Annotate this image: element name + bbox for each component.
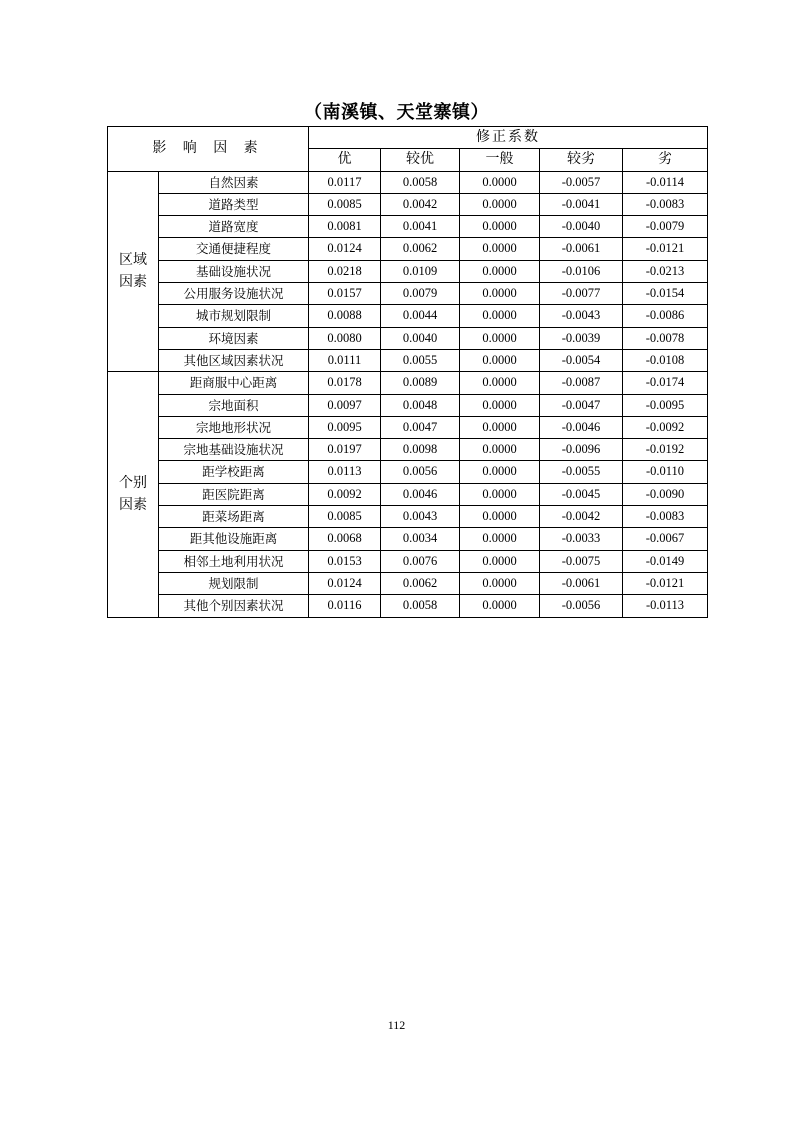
group-label-line: 因素	[119, 497, 147, 514]
coefficient-value: -0.0096	[540, 439, 623, 461]
coefficient-value: 0.0089	[381, 372, 460, 394]
coefficient-value: 0.0043	[381, 506, 460, 528]
factor-name: 宗地基础设施状况	[159, 439, 309, 461]
header-factor: 影 响 因 素	[108, 127, 309, 172]
coefficient-value: -0.0079	[623, 216, 708, 238]
coefficient-value: -0.0113	[623, 595, 708, 617]
factor-name: 距其他设施距离	[159, 528, 309, 550]
coefficient-value: -0.0055	[540, 461, 623, 483]
coefficient-value: 0.0109	[381, 260, 460, 282]
coefficient-value: 0.0088	[309, 305, 381, 327]
coefficient-value: 0.0113	[309, 461, 381, 483]
coefficient-value: 0.0124	[309, 238, 381, 260]
table-row	[108, 595, 708, 617]
coefficient-value: -0.0061	[540, 238, 623, 260]
coefficient-value: -0.0046	[540, 416, 623, 438]
coefficient-value: 0.0046	[381, 483, 460, 505]
factor-name: 环境因素	[159, 327, 309, 349]
coefficient-value: 0.0000	[460, 416, 540, 438]
table-row	[108, 349, 708, 371]
coefficient-value: -0.0092	[623, 416, 708, 438]
coefficient-value: -0.0077	[540, 283, 623, 305]
coefficient-value: -0.0154	[623, 283, 708, 305]
coefficient-value: -0.0078	[623, 327, 708, 349]
factor-name: 距菜场距离	[159, 506, 309, 528]
table-row	[108, 305, 708, 327]
coefficient-value: 0.0068	[309, 528, 381, 550]
coefficient-value: -0.0174	[623, 372, 708, 394]
factor-name: 公用服务设施状况	[159, 283, 309, 305]
coefficient-value: 0.0034	[381, 528, 460, 550]
table-row	[108, 416, 708, 438]
coefficient-value: 0.0000	[460, 483, 540, 505]
coefficient-value: 0.0058	[381, 595, 460, 617]
coefficient-value: -0.0057	[540, 171, 623, 193]
coefficient-value: -0.0192	[623, 439, 708, 461]
table-row	[108, 461, 708, 483]
factor-name: 城市规划限制	[159, 305, 309, 327]
table-row	[108, 550, 708, 572]
coefficient-value: 0.0055	[381, 349, 460, 371]
table-row	[108, 439, 708, 461]
factor-name: 宗地面积	[159, 394, 309, 416]
coefficient-value: 0.0000	[460, 216, 540, 238]
coefficient-value: 0.0157	[309, 283, 381, 305]
group-label	[108, 171, 159, 372]
coefficient-value: 0.0000	[460, 528, 540, 550]
coefficient-value: 0.0097	[309, 394, 381, 416]
coefficient-value: 0.0000	[460, 461, 540, 483]
coefficient-value: 0.0197	[309, 439, 381, 461]
coefficient-value: 0.0095	[309, 416, 381, 438]
coefficient-value: -0.0042	[540, 506, 623, 528]
table-row	[108, 372, 708, 394]
table-row	[108, 238, 708, 260]
coefficient-value: -0.0095	[623, 394, 708, 416]
coefficient-value: -0.0121	[623, 238, 708, 260]
coefficient-value: -0.0106	[540, 260, 623, 282]
coefficient-value: -0.0056	[540, 595, 623, 617]
coefficient-value: 0.0085	[309, 506, 381, 528]
coefficient-value: 0.0044	[381, 305, 460, 327]
coefficient-value: 0.0042	[381, 193, 460, 215]
coefficient-value: 0.0048	[381, 394, 460, 416]
coefficient-value: -0.0108	[623, 349, 708, 371]
factor-name: 规划限制	[159, 572, 309, 594]
factor-name: 道路类型	[159, 193, 309, 215]
coefficient-value: 0.0153	[309, 550, 381, 572]
coefficient-value: -0.0054	[540, 349, 623, 371]
coefficient-value: 0.0178	[309, 372, 381, 394]
coefficient-value: 0.0056	[381, 461, 460, 483]
coefficient-value: 0.0098	[381, 439, 460, 461]
group-label-line: 区域	[119, 252, 147, 269]
header-col-jiaoyou: 较优	[381, 149, 460, 171]
table-row	[108, 572, 708, 594]
coefficient-value: -0.0039	[540, 327, 623, 349]
coefficient-value: -0.0149	[623, 550, 708, 572]
header-col-you: 优	[309, 149, 381, 171]
factor-name: 距医院距离	[159, 483, 309, 505]
coefficient-value: 0.0062	[381, 572, 460, 594]
coefficient-value: 0.0000	[460, 238, 540, 260]
coefficient-value: 0.0092	[309, 483, 381, 505]
correction-coefficient-table	[107, 126, 708, 618]
coefficient-value: -0.0033	[540, 528, 623, 550]
coefficient-value: 0.0218	[309, 260, 381, 282]
table-row	[108, 283, 708, 305]
factor-name: 距学校距离	[159, 461, 309, 483]
coefficient-value: 0.0000	[460, 595, 540, 617]
coefficient-value: 0.0000	[460, 372, 540, 394]
coefficient-value: 0.0058	[381, 171, 460, 193]
coefficient-value: -0.0045	[540, 483, 623, 505]
table-row	[108, 506, 708, 528]
factor-name: 距商服中心距离	[159, 372, 309, 394]
coefficient-value: 0.0081	[309, 216, 381, 238]
coefficient-value: 0.0111	[309, 349, 381, 371]
coefficient-value: 0.0040	[381, 327, 460, 349]
coefficient-value: 0.0000	[460, 171, 540, 193]
group-label-line: 个别	[119, 475, 147, 492]
header-row-1	[108, 127, 708, 149]
coefficient-value: -0.0047	[540, 394, 623, 416]
coefficient-value: 0.0080	[309, 327, 381, 349]
coefficient-value: -0.0043	[540, 305, 623, 327]
coefficient-value: 0.0047	[381, 416, 460, 438]
factor-name: 道路宽度	[159, 216, 309, 238]
coefficient-value: -0.0090	[623, 483, 708, 505]
coefficient-value: 0.0041	[381, 216, 460, 238]
factor-name: 其他区域因素状况	[159, 349, 309, 371]
coefficient-value: 0.0000	[460, 283, 540, 305]
group-label-line: 因素	[119, 274, 147, 291]
coefficient-value: 0.0116	[309, 595, 381, 617]
coefficient-value: 0.0076	[381, 550, 460, 572]
coefficient-value: -0.0067	[623, 528, 708, 550]
header-coefficient: 修正系数	[309, 127, 708, 149]
coefficient-value: 0.0000	[460, 572, 540, 594]
coefficient-value: -0.0041	[540, 193, 623, 215]
coefficient-value: 0.0085	[309, 193, 381, 215]
coefficient-value: -0.0083	[623, 193, 708, 215]
coefficient-value: 0.0000	[460, 550, 540, 572]
table-row	[108, 528, 708, 550]
table-row	[108, 216, 708, 238]
coefficient-value: 0.0000	[460, 394, 540, 416]
table-row	[108, 327, 708, 349]
coefficient-value: 0.0000	[460, 193, 540, 215]
coefficient-value: 0.0000	[460, 349, 540, 371]
table-row	[108, 394, 708, 416]
factor-name: 相邻土地利用状况	[159, 550, 309, 572]
table-row	[108, 193, 708, 215]
coefficient-value: -0.0086	[623, 305, 708, 327]
coefficient-value: -0.0121	[623, 572, 708, 594]
coefficient-value: 0.0124	[309, 572, 381, 594]
coefficient-value: -0.0075	[540, 550, 623, 572]
header-col-jiaolie: 较劣	[540, 149, 623, 171]
table-row	[108, 260, 708, 282]
header-col-yiban: 一般	[460, 149, 540, 171]
coefficient-value: -0.0083	[623, 506, 708, 528]
coefficient-value: 0.0000	[460, 327, 540, 349]
table-row	[108, 171, 708, 193]
coefficient-value: 0.0079	[381, 283, 460, 305]
factor-name: 其他个别因素状况	[159, 595, 309, 617]
header-col-lie: 劣	[623, 149, 708, 171]
coefficient-value: -0.0087	[540, 372, 623, 394]
factor-name: 自然因素	[159, 171, 309, 193]
group-label	[108, 372, 159, 617]
table-row	[108, 483, 708, 505]
page-number: 112	[387, 1018, 406, 1032]
coefficient-value: 0.0000	[460, 439, 540, 461]
coefficient-value: 0.0062	[381, 238, 460, 260]
coefficient-value: -0.0061	[540, 572, 623, 594]
coefficient-value: 0.0000	[460, 260, 540, 282]
table-title: （南溪镇、天堂寨镇）	[304, 102, 489, 123]
coefficient-value: -0.0114	[623, 171, 708, 193]
factor-name: 基础设施状况	[159, 260, 309, 282]
coefficient-value: -0.0040	[540, 216, 623, 238]
coefficient-value: 0.0000	[460, 506, 540, 528]
factor-name: 交通便捷程度	[159, 238, 309, 260]
coefficient-value: -0.0213	[623, 260, 708, 282]
factor-name: 宗地地形状况	[159, 416, 309, 438]
coefficient-value: 0.0000	[460, 305, 540, 327]
coefficient-value: -0.0110	[623, 461, 708, 483]
table-body	[108, 127, 708, 618]
coefficient-value: 0.0117	[309, 171, 381, 193]
